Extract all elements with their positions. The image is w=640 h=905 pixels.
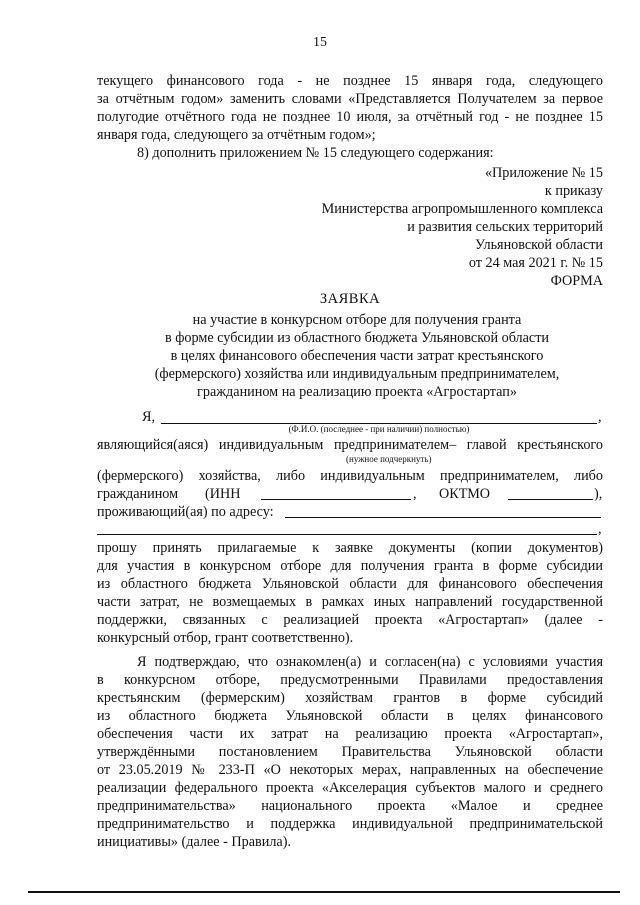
- intro-line-2: за отчётным годом» заменить словами «Представляется Получателем за первое: [97, 91, 603, 107]
- bottom-divider: [28, 891, 620, 893]
- address-label: проживающий(ая) по адресу:: [97, 504, 274, 520]
- inn-comma: ,: [413, 486, 417, 502]
- request-line-5: поддержки, связанных с реализацией проекта «Агростартап» (далее -: [97, 612, 603, 628]
- citizen-label: гражданином: [97, 486, 179, 502]
- oktmo-close: ),: [594, 486, 603, 502]
- confirm-line-6: утверждёнными постановлением Правительства Ульяновской области: [97, 744, 603, 760]
- form-label: ФОРМА: [550, 273, 603, 289]
- request-line-4: части затрат, не возмещаемых в рамках иных направлений государственной: [97, 594, 603, 610]
- request-line-2: для участия в конкурсном отборе для получения гранта в форме субсидии: [97, 558, 603, 574]
- intro-line-4: января года, следующего за отчётным годом»;: [97, 127, 376, 143]
- intro-line-1: текущего финансового года - не позднее 15 января года, следующего: [97, 73, 603, 89]
- subtitle-line-1: на участие в конкурсном отборе для получения гранта: [192, 312, 522, 328]
- confirm-line-9: предпринимательства» национального проекта «Малое и среднее: [97, 798, 603, 814]
- confirm-line-7: от 23.05.2019 № 233-П «О некоторых мерах, направленных на обеспечение: [97, 762, 603, 778]
- subtitle-line-5: гражданином на реализацию проекта «Агростартап»: [197, 384, 517, 400]
- document-title: ЗАЯВКА: [319, 291, 381, 307]
- appendix-line-2: к приказу: [544, 183, 603, 199]
- address-comma: ,: [598, 521, 602, 537]
- confirm-line-4: из областного бюджета Ульяновской области в целях финансового: [97, 708, 603, 724]
- fio-comma: ,: [598, 409, 602, 425]
- subtitle-line-3: в целях финансового обеспечения части затрат крестьянского: [170, 348, 544, 364]
- request-line-1: прошу принять прилагаемые к заявке документы (копии документов): [97, 540, 603, 556]
- request-line-3: из областного бюджета Ульяновской области для финансового обеспечения: [97, 576, 603, 592]
- confirm-line-8: реализации федерального проекта «Акселерация субъектов малого и среднего: [97, 780, 603, 796]
- confirm-line-1: Я подтверждаю, что ознакомлен(а) и согласен(на) с условиями участия: [137, 654, 603, 670]
- request-line-6: конкурсный отбор, грант соответственно).: [97, 630, 354, 646]
- acting-line: являющийся(аяся) индивидуальным предпринимателем– главой крестьянского: [97, 437, 603, 453]
- confirm-line-11: инициативы» (далее - Правила).: [97, 834, 291, 850]
- subtitle-line-4: (фермерского) хозяйства или индивидуальным предпринимателем,: [154, 366, 560, 382]
- fio-hint: (Ф.И.О. (последнее - при наличии) полностью): [288, 424, 470, 434]
- intro-item-8: 8) дополнить приложением № 15 следующего содержания:: [137, 145, 494, 161]
- inn-field-line[interactable]: [261, 499, 411, 500]
- confirm-line-3: крестьянским (фермерским) хозяйствам грантов в форме субсидий: [97, 690, 603, 706]
- confirm-line-10: предпринимательство и поддержка индивидуальной предпринимательской: [97, 816, 603, 832]
- underline-hint: (нужное подчеркнуть): [346, 454, 432, 464]
- address-field-line-1[interactable]: [285, 517, 601, 518]
- inn-label: (ИНН: [205, 486, 241, 502]
- confirm-line-5: обеспечения части их затрат на реализацию проекта «Агростартап»,: [97, 726, 603, 742]
- subtitle-line-2: в форме субсидии из областного бюджета Ульяновской области: [164, 330, 550, 346]
- intro-line-3: полугодие отчётного года не позднее 10 июля, за отчётный год - не позднее 15: [97, 109, 603, 125]
- i-label: Я,: [142, 409, 156, 425]
- confirm-line-2: в конкурсном отборе, предусмотренными Правилами предоставления: [97, 672, 603, 688]
- farm-line: (фермерского) хозяйства, либо индивидуальным предпринимателем, либо: [97, 468, 603, 484]
- appendix-line-1: «Приложение № 15: [484, 165, 603, 181]
- oktmo-label: ОКТМО: [439, 486, 491, 502]
- address-field-line-2[interactable]: [97, 534, 597, 535]
- appendix-line-5: Ульяновской области: [475, 237, 603, 253]
- appendix-line-4: и развития сельских территорий: [407, 219, 603, 235]
- oktmo-field-line[interactable]: [508, 499, 593, 500]
- appendix-line-3: Министерства агропромышленного комплекса: [321, 201, 603, 217]
- page-number: 15: [313, 35, 327, 50]
- appendix-line-6: от 24 мая 2021 г. № 15: [468, 255, 603, 271]
